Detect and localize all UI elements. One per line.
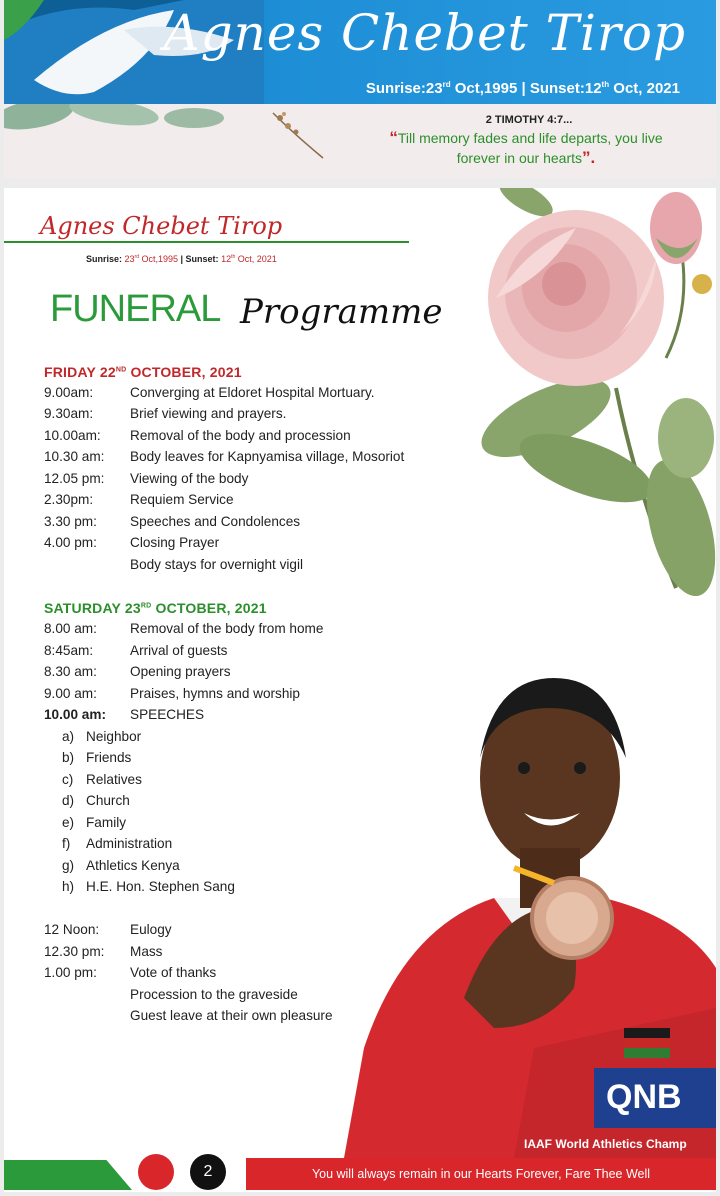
- schedule-row: 8.30 am: Opening prayers: [44, 664, 231, 679]
- speech-item: g) Athletics Kenya: [62, 858, 180, 873]
- saturday-heading: SATURDAY 23RD OCTOBER, 2021: [44, 600, 267, 616]
- schedule-row: 1.00 pm: Vote of thanks: [44, 965, 217, 980]
- schedule-row: 9.30am: Brief viewing and prayers.: [44, 406, 287, 421]
- speech-item: b) Friends: [62, 750, 132, 765]
- schedule-row: Guest leave at their own pleasure: [130, 1008, 333, 1023]
- speech-item: h) H.E. Hon. Stephen Sang: [62, 879, 235, 894]
- title-funeral: FUNERAL: [50, 288, 221, 330]
- speech-item: a) Neighbor: [62, 729, 142, 744]
- sponsor-logo-text: QNB: [606, 1078, 682, 1116]
- schedule-row: 10.00 am: SPEECHES: [44, 707, 205, 722]
- header-divider: [4, 241, 409, 243]
- programme-page: [4, 188, 716, 1192]
- speech-item: e) Family: [62, 815, 127, 830]
- footer-green-band: [4, 1160, 132, 1190]
- verse-text: “Till memory fades and life departs, you live forever in our hearts”.: [389, 128, 663, 167]
- schedule-row: 3.30 pm: Speeches and Condolences: [44, 514, 301, 529]
- schedule-row: 10.30 am: Body leaves for Kapnyamisa village, Mosoriot: [44, 449, 405, 464]
- verse-reference: 2 TIMOTHY 4:7...: [485, 114, 573, 126]
- dried-flower-decoration: [268, 108, 328, 164]
- page-footer: [4, 1154, 716, 1192]
- footer-message: You will always remain in our Hearts Forever, Fare Thee Well: [246, 1158, 716, 1190]
- speech-item: d) Church: [62, 793, 130, 808]
- schedule-row: 9.00am: Converging at Eldoret Hospital Mortuary.: [44, 385, 375, 400]
- schedule-row: 8.00 am: Removal of the body from home: [44, 621, 324, 636]
- rose-illustration: [466, 188, 716, 608]
- header-name: Agnes Chebet Tirop: [40, 212, 283, 240]
- leaves-decoration: [4, 104, 244, 178]
- friday-heading: FRIDAY 22ND OCTOBER, 2021: [44, 364, 242, 380]
- schedule-row: 12.05 pm: Viewing of the body: [44, 471, 249, 486]
- schedule-row: 8:45am: Arrival of guests: [44, 643, 228, 658]
- header-dates: Sunrise: 23rd Oct,1995 | Sunset: 12th Oct, 2021: [86, 254, 277, 264]
- schedule-row: 12 Noon: Eulogy: [44, 922, 172, 937]
- athlete-photo: [344, 668, 716, 1158]
- schedule-row: 4.00 pm: Closing Prayer: [44, 535, 220, 550]
- speech-item: f) Administration: [62, 836, 173, 851]
- title-programme: Programme: [240, 292, 443, 332]
- footer-red-dot: [138, 1154, 174, 1190]
- event-logo-text: IAAF World Athletics Champ: [524, 1137, 687, 1151]
- schedule-row: Body stays for overnight vigil: [130, 557, 304, 572]
- schedule-row: 10.00am: Removal of the body and procession: [44, 428, 351, 443]
- schedule-row: 2.30pm: Requiem Service: [44, 492, 234, 507]
- banner-name: Agnes Chebet Tirop: [163, 4, 686, 62]
- banner-dates: Sunrise:23rd Oct,1995 | Sunset:12th Oct, 2021: [365, 80, 680, 97]
- schedule-row: 9.00 am: Praises, hymns and worship: [44, 686, 300, 701]
- memorial-banner: [4, 0, 716, 178]
- schedule-row: 12.30 pm: Mass: [44, 944, 163, 959]
- speech-item: c) Relatives: [62, 772, 142, 787]
- page-number: 2: [190, 1154, 226, 1190]
- schedule-row: Procession to the graveside: [130, 987, 298, 1002]
